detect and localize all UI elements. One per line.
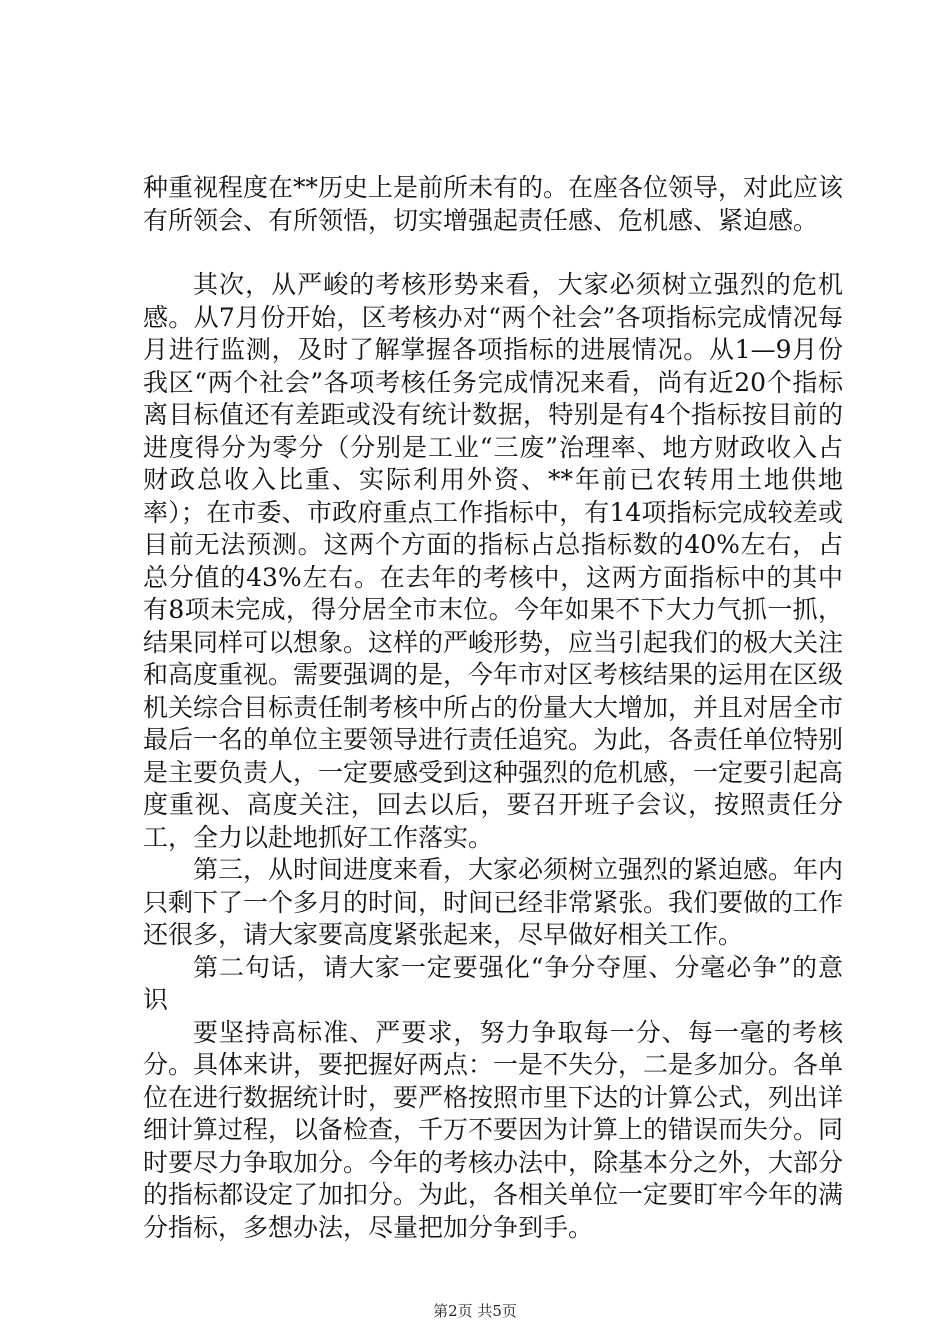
paragraph-crisis-awareness: 其次，从严峻的考核形势来看，大家必须树立强烈的危机感。从7月份开始，区考核办对“两个社会”各项指标完成情况每月进行监测，及时了解掌握各项指标的进展情况。从1—9月份我区“两个社会”各项考核任务完成情况来看，尚有近20个指标离目标值还有差距或没有统计数据，特别是有4个指标按目前的进度得分为零分（分别是工业“三废”治理率、地方财政收入占财政总收入比重、实际利用外资、**年前已农转用土地供地率）；在市委、市政府重点工作指标中，有14项指标完成较差或目前无法预测。这两个方面的指标占总指标数的40%左右，占总分值的43%左右。在去年的考核中，这两方面指标中的其中有8项未完成，得分居全市末位。今年如果不下大力气抓一抓，结果同样可以想象。这样的严峻形势，应当引起我们的极大关注和高度重视。需要强调的是，今年市对区考核结果的运用在区级机关综合目标责任制考核中所占的份量大大增加，并且对居全市最后一名的单位主要领导进行责任追究。为此，各责任单位特别是主要负责人，一定要感受到这种强烈的危机感，一定要引起高度重视、高度关注，回去以后，要召开班子会议，按照责任分工，全力以赴地抓好工作落实。 [143,270,844,852]
section-heading-second-point: 第二句话，请大家一定要强化“争分夺厘、分毫必争”的意识 [143,952,843,1014]
page-number: 第2页 共5页 [433,1302,517,1320]
paragraph-urgency: 第三，从时间进度来看，大家必须树立强烈的紧迫感。年内只剩下了一个多月的时间，时间已经非常紧张。我们要做的工作还很多，请大家要高度紧张起来，尽早做好相关工作。 [143,855,844,949]
paragraph-continuation: 种重视程度在**历史上是前所未有的。在座各位领导，对此应该有所领会、有所领悟，切实增强起责任感、危机感、紧迫感。 [143,173,844,235]
document-body [143,172,843,1244]
paragraph-scoring: 要坚持高标准、严要求，努力争取每一分、每一毫的考核分。具体来讲，要把握好两点：一是不失分，二是多加分。各单位在进行数据统计时，要严格按照市里下达的计算公式，列出详细计算过程，以备检查，千万不要因为计算上的错误而失分。同时要尽力争取加分。今年的考核办法中，除基本分之外，大部分的指标都设定了加扣分。为此，各相关单位一定要盯牢今年的满分指标，多想办法，尽量把加分争到手。 [143,1017,844,1242]
page-footer [0,1300,950,1321]
